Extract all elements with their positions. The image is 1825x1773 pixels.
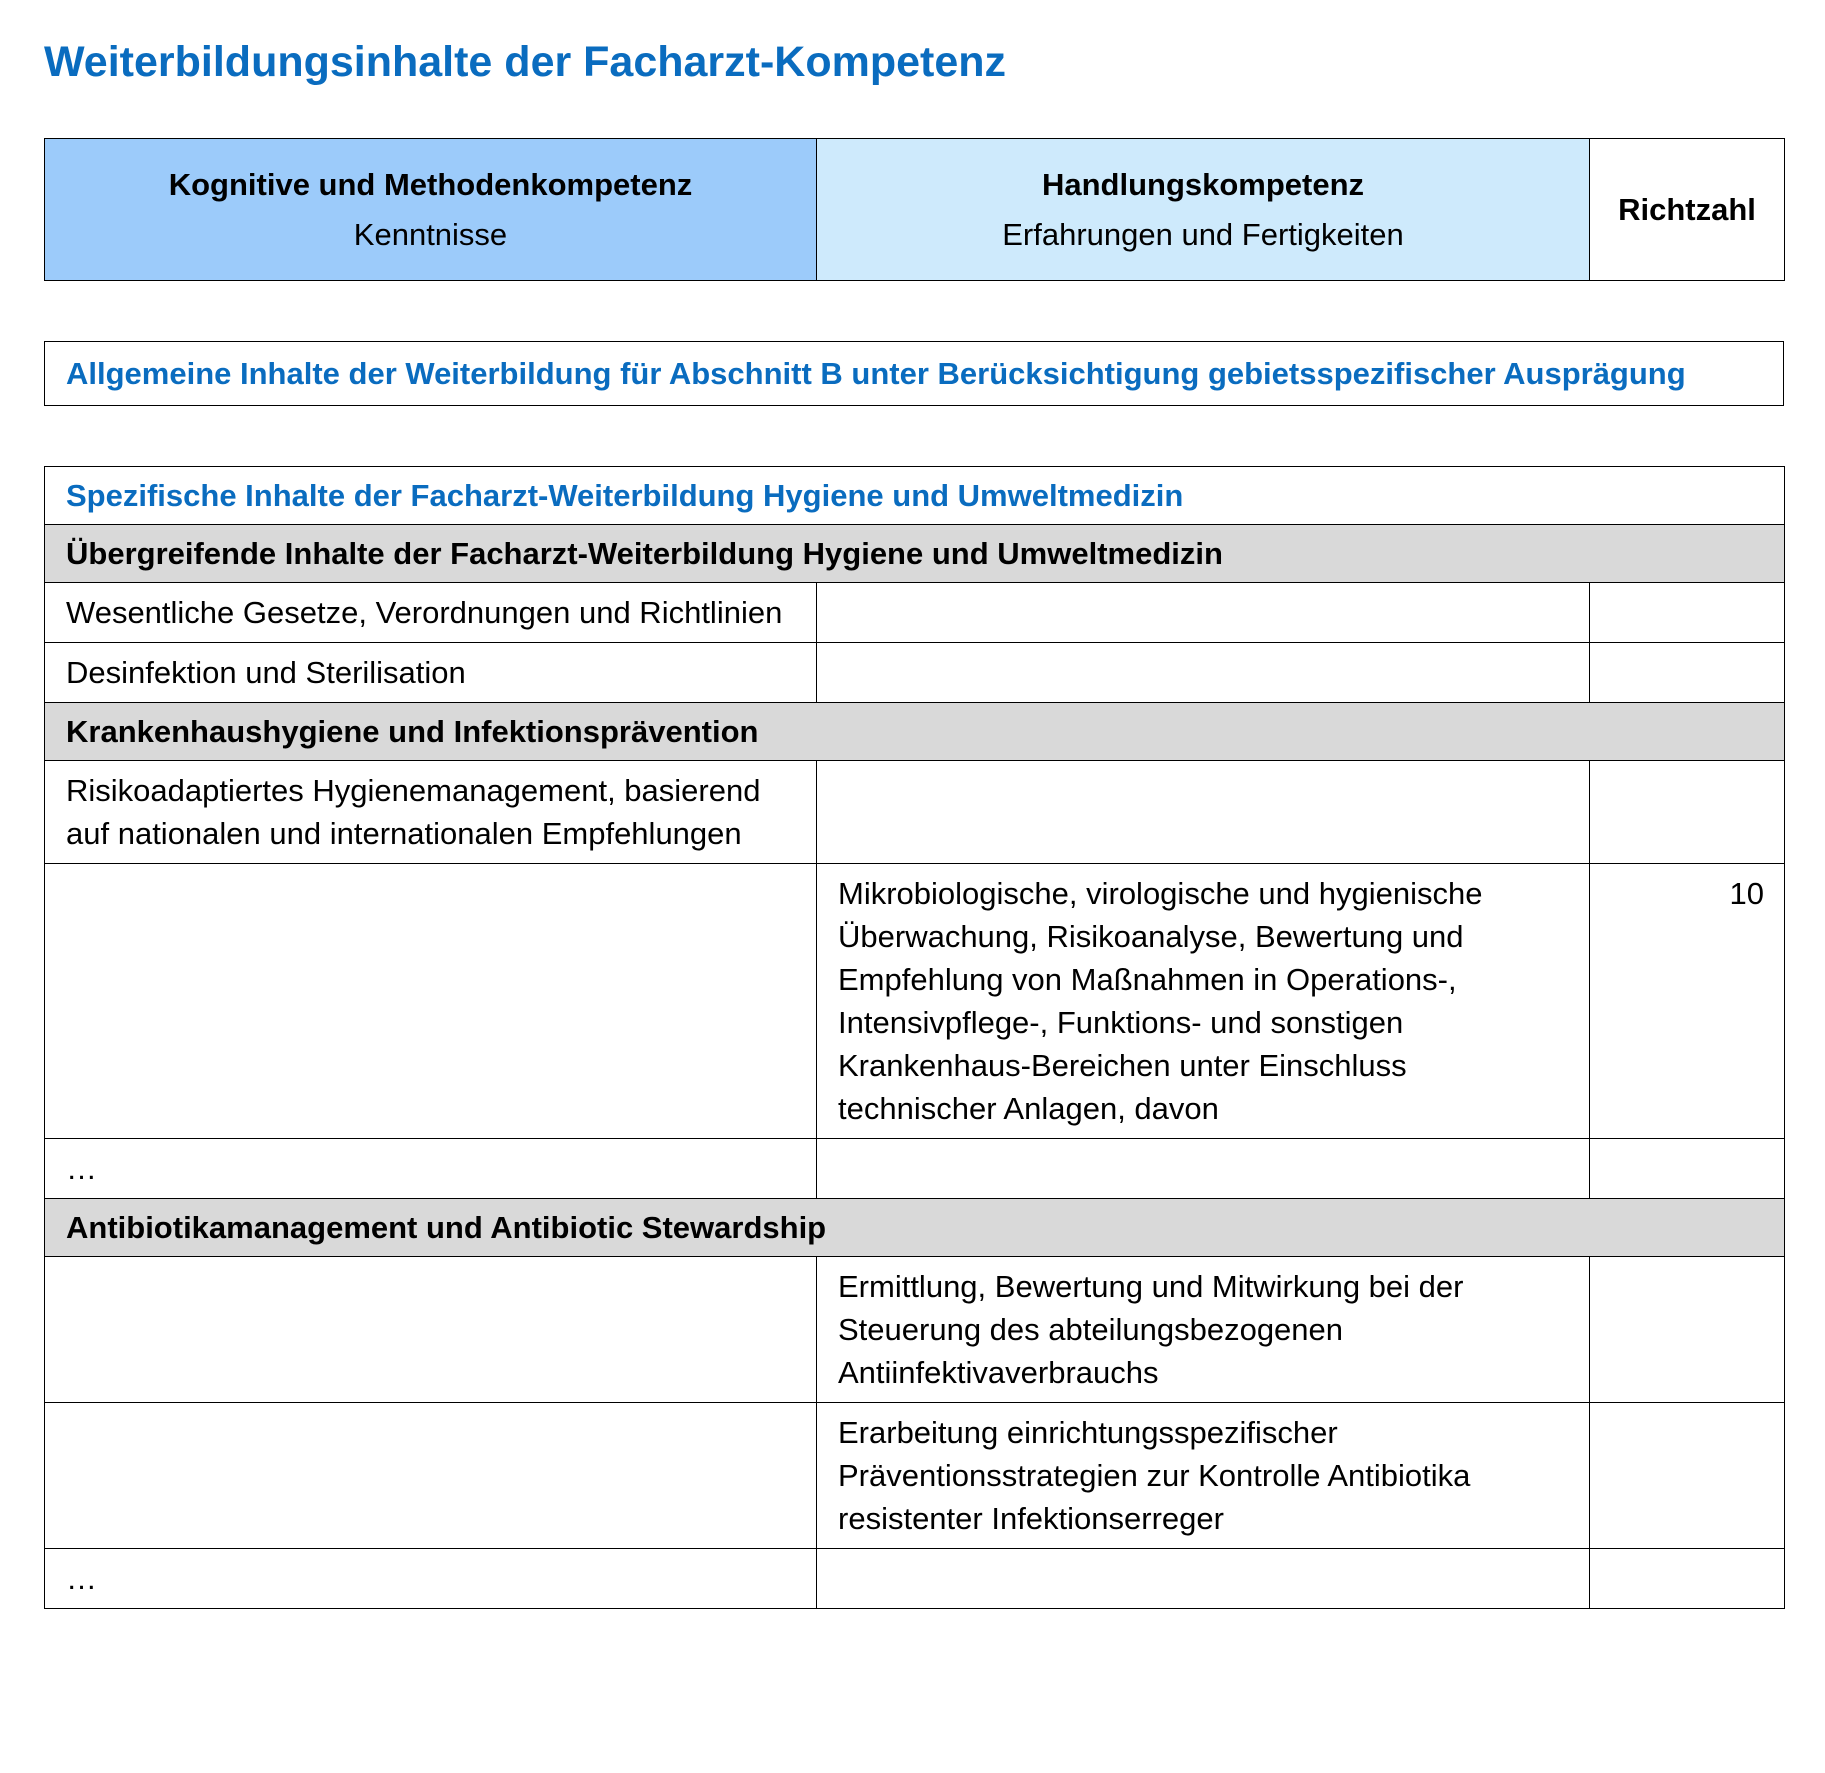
knowledge-cell: Desinfektion und Sterilisation <box>45 643 817 703</box>
table-row <box>45 864 1785 1139</box>
knowledge-cell: Wesentliche Gesetze, Verordnungen und Richtlinien <box>45 583 817 643</box>
document-title: Weiterbildungsinhalte der Facharzt-Kompetenz <box>44 38 1007 86</box>
skills-cell <box>817 761 1590 864</box>
group-heading-row <box>45 703 1785 761</box>
skills-cell: Ermittlung, Bewertung und Mitwirkung bei der Steuerung des abteilungsbezogenen Antiinfektivaverbrauchs <box>817 1257 1590 1403</box>
knowledge-cell <box>45 864 817 1139</box>
table-row <box>45 1403 1785 1549</box>
skills-cell <box>817 1139 1590 1199</box>
group-heading: Übergreifende Inhalte der Facharzt-Weiterbildung Hygiene und Umweltmedizin <box>45 525 1785 583</box>
knowledge-cell <box>45 1403 817 1549</box>
skills-cell <box>817 583 1590 643</box>
header-richtzahl-title: Richtzahl <box>1618 191 1756 227</box>
header-cognitive-title: Kognitive und Methodenkompetenz <box>168 166 693 202</box>
richtzahl-cell <box>1590 583 1785 643</box>
knowledge-cell: … <box>45 1549 817 1609</box>
skills-cell <box>817 643 1590 703</box>
general-content-section: Allgemeine Inhalte der Weiterbildung für Abschnitt B unter Berücksichtigung gebietsspezifischer Ausprägung <box>44 341 1784 406</box>
knowledge-cell: Risikoadaptiertes Hygienemanagement, basierend auf nationalen und internationalen Empfehlungen <box>45 761 817 864</box>
richtzahl-cell <box>1590 1549 1785 1609</box>
knowledge-cell <box>45 1257 817 1403</box>
document-page <box>44 0 1784 1609</box>
group-heading-row <box>45 1199 1785 1257</box>
richtzahl-cell <box>1590 1403 1785 1549</box>
header-action-competence <box>817 139 1590 281</box>
knowledge-cell: … <box>45 1139 817 1199</box>
richtzahl-cell <box>1590 1139 1785 1199</box>
group-heading-row <box>45 525 1785 583</box>
competence-header-table <box>44 138 1785 281</box>
header-richtzahl <box>1590 139 1785 281</box>
richtzahl-cell: 10 <box>1590 864 1785 1139</box>
specific-content-table <box>44 466 1785 1609</box>
richtzahl-cell <box>1590 1257 1785 1403</box>
header-cognitive-competence <box>45 139 817 281</box>
table-row <box>45 1139 1785 1199</box>
skills-cell <box>817 1549 1590 1609</box>
specific-title-row <box>45 467 1785 525</box>
group-heading: Antibiotikamanagement und Antibiotic Stewardship <box>45 1199 1785 1257</box>
table-row <box>45 643 1785 703</box>
richtzahl-cell <box>1590 761 1785 864</box>
specific-title: Spezifische Inhalte der Facharzt-Weiterbildung Hygiene und Umweltmedizin <box>45 467 1785 525</box>
group-heading: Krankenhaushygiene und Infektionsprävention <box>45 703 1785 761</box>
skills-cell: Erarbeitung einrichtungsspezifischer Präventionsstrategien zur Kontrolle Antibiotika resistenter Infektionserreger <box>817 1403 1590 1549</box>
header-action-title: Handlungskompetenz <box>1041 166 1365 202</box>
table-row <box>45 761 1785 864</box>
table-row <box>45 1257 1785 1403</box>
header-action-subtitle: Erfahrungen und Fertigkeiten <box>1002 216 1404 252</box>
skills-cell: Mikrobiologische, virologische und hygienische Überwachung, Risikoanalyse, Bewertung und Empfehlung von Maßnahmen in Operations-, Intensivpflege-, Funktions- und sonstigen Krankenhaus-Bereichen unter Einschluss technischer Anlagen, davon <box>817 864 1590 1139</box>
header-cognitive-subtitle: Kenntnisse <box>353 216 508 252</box>
header-row <box>45 139 1785 281</box>
richtzahl-cell <box>1590 643 1785 703</box>
table-row <box>45 1549 1785 1609</box>
table-row <box>45 583 1785 643</box>
